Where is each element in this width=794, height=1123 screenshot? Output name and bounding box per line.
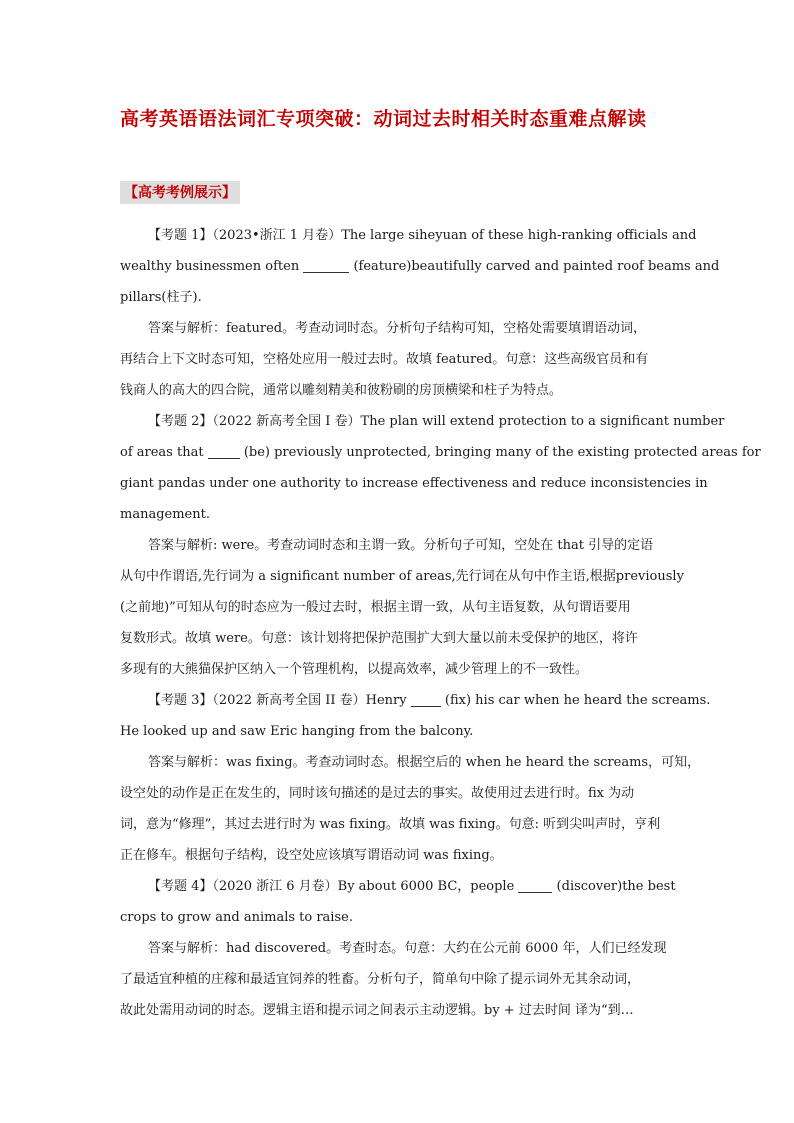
line-text: crops to grow and animals to raise.	[120, 910, 353, 925]
line-text: 答案与解析：was fixing。考查动词时态。根据空后的 when he heard the screams，可知，	[148, 755, 701, 770]
text-line	[120, 871, 676, 902]
line-text: 设空处的动作是正在发生的，同时该句描述的是过去的事实。故使用过去进行时。fix 为动	[120, 786, 635, 801]
line-text: 【考题 1】（2023•浙江 1 月卷）The large siheyuan of these high-ranking officials and	[148, 228, 697, 243]
line-text: 答案与解析: were。考查动词时态和主谓一致。分析句子可知，空处在 that 引导的定语	[148, 538, 654, 553]
text-line	[120, 654, 676, 685]
text-line	[120, 468, 708, 499]
text-line	[120, 251, 720, 282]
line-text: 从句中作谓语,先行词为 a significant number of areas,先行词在从句中作主语,根据previously	[120, 569, 684, 584]
text-line	[120, 809, 676, 840]
text-line	[120, 437, 761, 468]
text-line	[120, 220, 697, 251]
text-line	[120, 592, 676, 623]
text-line	[120, 530, 676, 561]
line-text-after-blank: (discover)the best	[552, 879, 676, 894]
line-text-after-blank: (be) previously unprotected, bringing many of the existing protected areas for	[239, 445, 761, 460]
fill-in-blank	[518, 878, 552, 893]
line-text: 故此处需用动词的时态。逻辑主语和提示词之间表示主动逻辑。by + 过去时间 译为“到…	[120, 1003, 634, 1018]
text-line	[120, 623, 676, 654]
line-text: of areas that	[120, 445, 208, 460]
line-text: He looked up and saw Eric hanging from the balcony.	[120, 724, 474, 739]
line-text: 多现有的大熊猫保护区纳入一个管理机构，以提高效率，减少管理上的不一致性。	[120, 662, 589, 677]
line-text-after-blank: (feature)beautifully carved and painted roof beams and	[349, 259, 720, 274]
line-text: 答案与解析：had discovered。考查时态。句意：大约在公元前 6000 年，人们已经发现	[148, 941, 667, 956]
text-line	[120, 964, 676, 995]
text-line	[120, 282, 676, 313]
line-text: 答案与解析：featured。考查动词时态。分析句子结构可知，空格处需要填谓语动词，	[148, 321, 647, 336]
line-text: giant pandas under one authority to increase effectiveness and reduce inconsistencies in	[120, 476, 708, 491]
line-text: 复数形式。故填 were。句意：该计划将把保护范围扩大到大量以前未受保护的地区，将许	[120, 631, 638, 646]
text-line	[120, 840, 676, 871]
text-line	[120, 406, 725, 437]
line-text: 再结合上下文时态可知，空格处应用一般过去时。故填 featured。句意：这些高级官员和有	[120, 352, 649, 367]
document-body	[120, 220, 761, 1026]
line-text: 了最适宜种植的庄稼和最适宜饲养的牲畜。分析句子，简单句中除了提示词外无其余动词，	[120, 972, 641, 987]
line-text-after-blank: (fix) his car when he heard the screams.	[440, 693, 711, 708]
text-line	[120, 344, 676, 375]
text-line	[120, 995, 676, 1026]
line-text: 【考题 4】（2020 浙江 6 月卷）By about 6000 BC，people	[148, 879, 519, 894]
line-text: 钱商人的高大的四合院，通常以雕刻精美和彼粉刷的房顶横梁和柱子为特点。	[120, 383, 563, 398]
fill-in-blank	[303, 258, 349, 273]
line-text: wealthy businessmen often	[120, 259, 304, 274]
text-line	[120, 561, 684, 592]
document-title: 高考英语语法词汇专项突破：动词过去时相关时态重难点解读	[120, 108, 647, 130]
text-line	[120, 747, 701, 778]
line-text: 【考题 3】（2022 新高考全国 II 卷）Henry	[148, 693, 411, 708]
text-line	[120, 778, 676, 809]
text-line	[120, 902, 676, 933]
line-text: (之前地)”可知从句的时态应为一般过去时，根据主谓一致，从句主语复数，从句谓语要用	[120, 600, 631, 615]
text-line	[120, 313, 676, 344]
fill-in-blank	[411, 692, 441, 707]
line-text: 【考题 2】（2022 新高考全国 I 卷）The plan will extend protection to a significant number	[148, 414, 725, 429]
line-text: pillars(柱子).	[120, 290, 202, 305]
fill-in-blank	[208, 444, 240, 459]
text-line	[120, 685, 711, 716]
text-line	[120, 499, 676, 530]
line-text: 词，意为“修理”，其过去进行时为 was fixing。故填 was fixing。句意: 听到尖叫声时，亨利	[120, 817, 661, 832]
line-text: management.	[120, 507, 210, 522]
text-line	[120, 933, 676, 964]
section-heading: 【高考考例展示】	[120, 181, 240, 204]
text-line	[120, 375, 676, 406]
text-line	[120, 716, 676, 747]
line-text: 正在修车。根据句子结构，设空处应该填写谓语动词 was fixing。	[120, 848, 503, 863]
